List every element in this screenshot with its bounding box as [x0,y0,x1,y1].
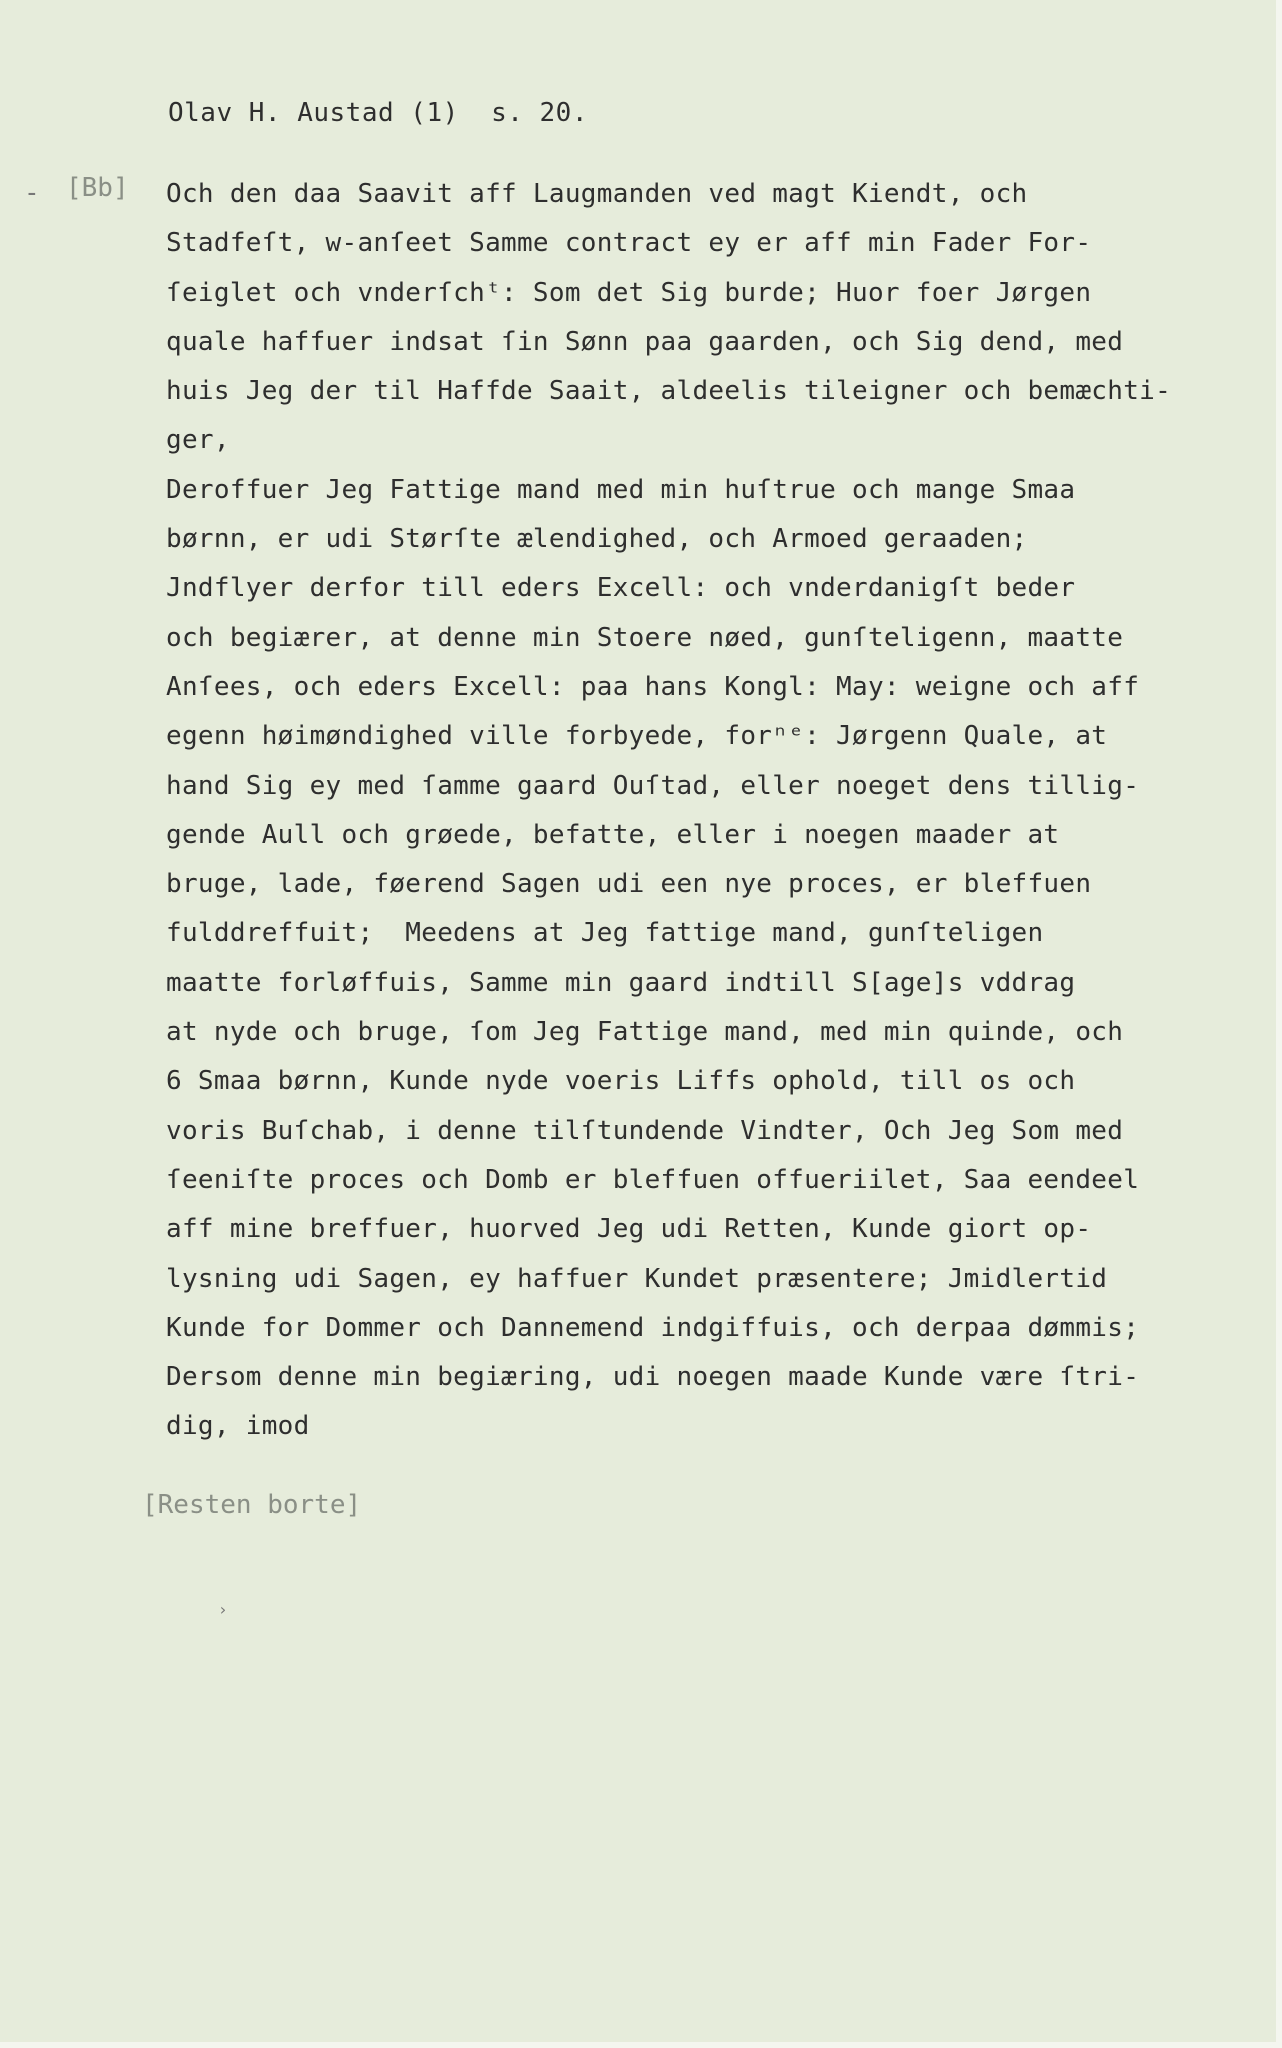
text-line: Stadfeſt, w-anſeet Samme contract ey er aff min Fader For- [166,228,1092,259]
text-line: maatte forløffuis, Samme min gaard indtill S[age]s vddrag [166,967,1076,998]
page-header: Olav H. Austad (1) s. 20. [168,98,588,128]
text-line: dig, imod [166,1411,310,1442]
text-line: Anſees, och eders Excell: paa hans Kongl: May: weigne och aff [166,671,1140,702]
text-line: børnn, er udi Størſte ælendighed, och Armoed geraaden; [166,524,1028,555]
text-line: Och den daa Saavit aff Laugmanden ved magt Kiendt, och [166,179,1028,209]
text-line: Jndflyer derfor till eders Excell: och vnderdanigſt beder [166,573,1076,604]
text-line: quale haffuer indsat ſin Sønn paa gaarden, och Sig dend, med [166,326,1124,357]
text-line: voris Buſchab, i denne tilſtundende Vindter, Och Jeg Som med [166,1115,1124,1146]
text-line: at nyde och bruge, ſom Jeg Fattige mand, med min quinde, och [166,1017,1124,1048]
text-line: Kunde for Dommer och Dannemend indgiffuis, och derpaa dømmis; [166,1312,1140,1343]
text-line: bruge, lade, føerend Sagen udi een nye proces, er bleffuen [166,869,1092,900]
text-line: lysning udi Sagen, ey haffuer Kundet præsentere; Jmidlertid [166,1263,1108,1294]
text-line: egenn høimøndighed ville forbyede, forⁿᵉ: Jørgenn Quale, at [166,721,1108,752]
text-line: aff mine breffuer, huorved Jeg udi Retten, Kunde giort op- [166,1214,1092,1245]
text-line: huis Jeg der til Haffde Saait, aldeelis tileigner och bemæchti- [166,376,1172,407]
margin-dash-mark: - [24,178,40,208]
text-line: ger, [166,425,230,456]
text-line: och begiærer, at denne min Stoere nøed, gunſteligenn, maatte [166,622,1124,653]
footer-note: [Resten borte] [142,1490,362,1520]
text-line: hand Sig ey med ſamme gaard Ouſtad, eller noeget dens tillig- [166,770,1140,801]
text-line: Deroffuer Jeg Fattige mand med min huſtrue och mange Smaa [166,474,1076,505]
document-body [166,170,1226,1452]
section-tag: [Bb] [66,173,129,203]
text-line: fulddreffuit; Meedens at Jeg fattige mand, gunſteligen [166,918,1044,949]
text-line: ſeiglet och vnderſchᵗ: Som det Sig burde; Huor foer Jørgen [166,277,1092,308]
text-line: ſeeniſte proces och Domb er bleffuen offueriilet, Saa eendeel [166,1164,1140,1195]
text-line: 6 Smaa børnn, Kunde nyde voeris Liffs ophold, till os och [166,1066,1076,1097]
text-line: Dersom denne min begiæring, udi noegen maade Kunde være ſtri- [166,1362,1140,1393]
text-line: gende Aull och grøede, befatte, eller i noegen maader at [166,819,1060,850]
stray-ink-mark: › [218,1600,228,1619]
